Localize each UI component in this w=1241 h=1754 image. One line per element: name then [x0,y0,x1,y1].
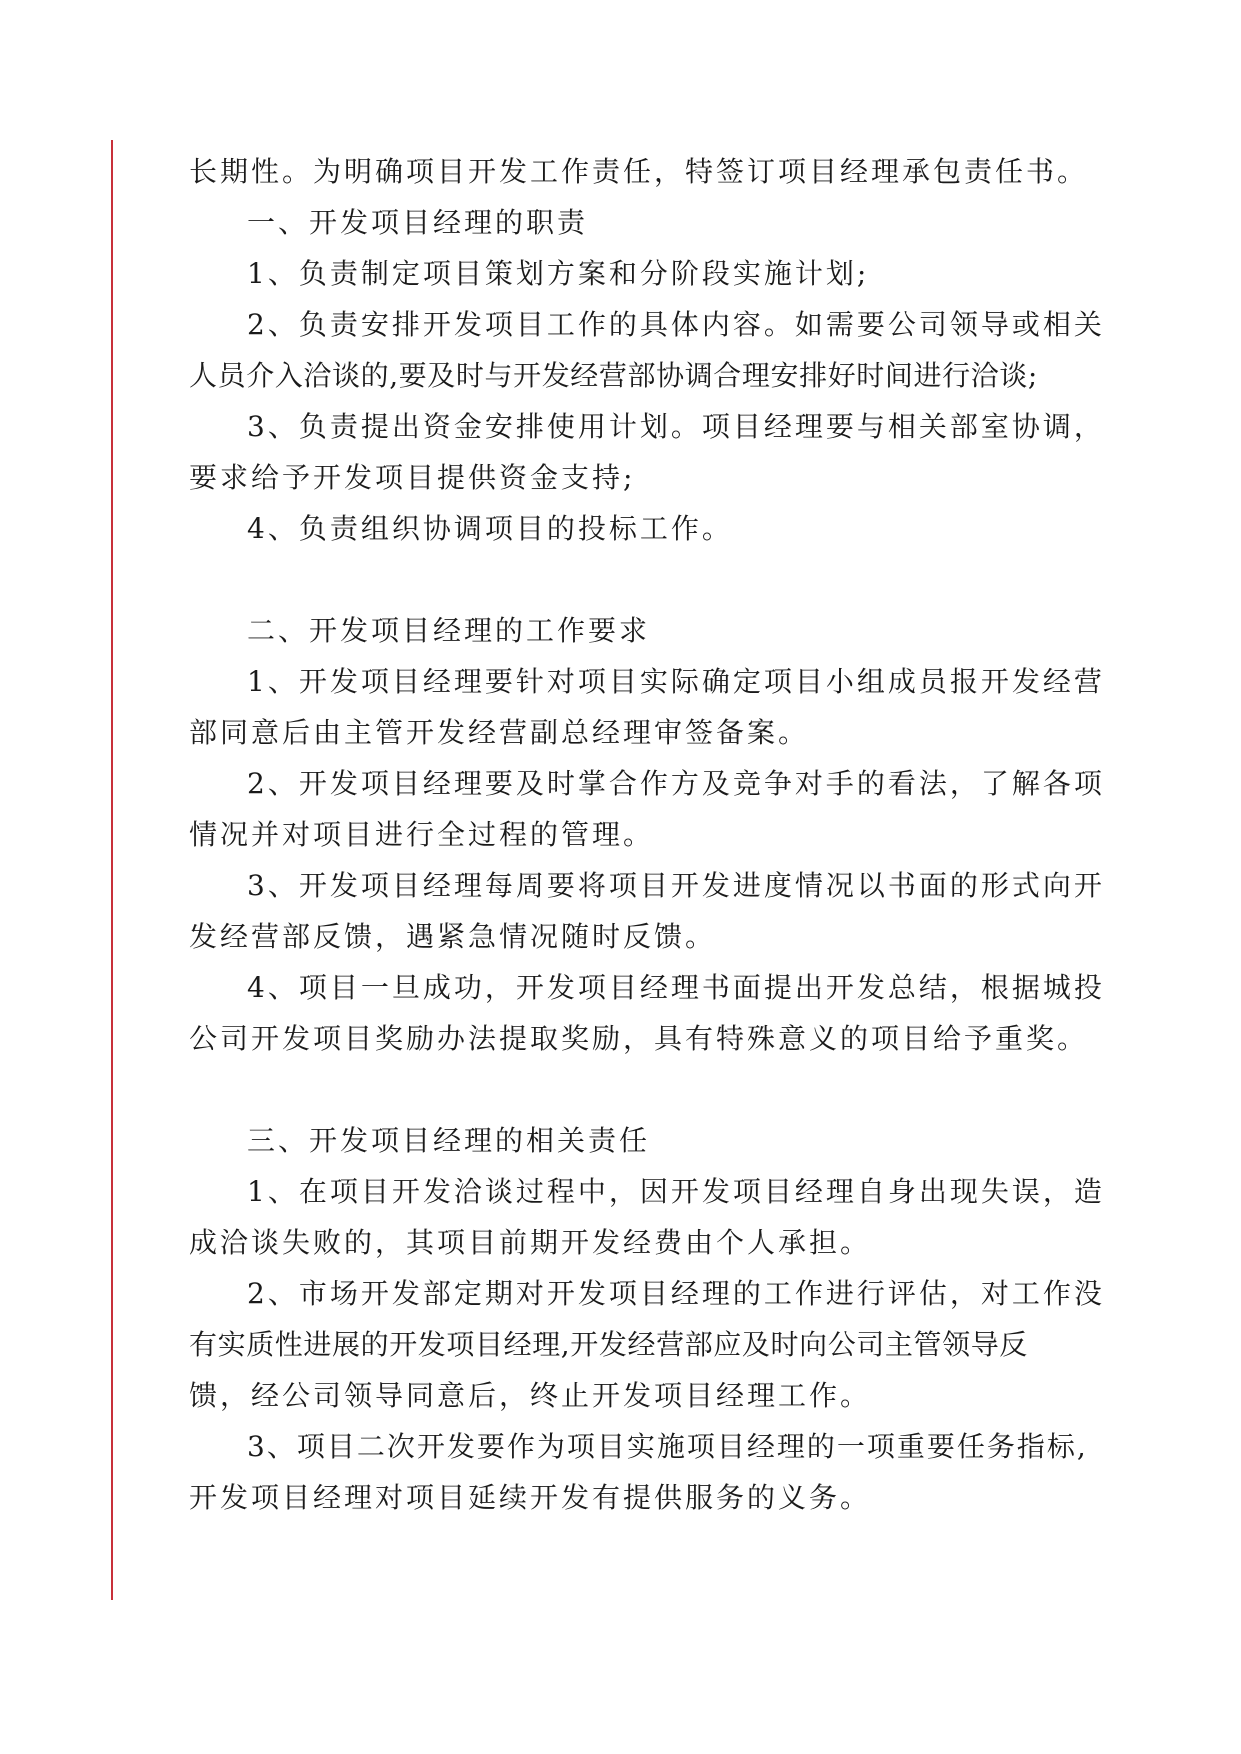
paragraph-line: 要求给予开发项目提供资金支持; [189,461,636,494]
section-heading-1: 一、开发项目经理的职责 [247,206,589,239]
paragraph-line: 2、负责安排开发项目工作的具体内容。如需要公司领导或相关 [247,308,1105,341]
paragraph-line: 馈，经公司领导同意后，终止开发项目经理工作。 [189,1379,872,1412]
paragraph-line: 公司开发项目奖励办法提取奖励，具有特殊意义的项目给予重奖。 [189,1022,1089,1055]
paragraph-line: 3、开发项目经理每周要将项目开发进度情况以书面的形式向开 [247,869,1105,902]
paragraph-line: 1、开发项目经理要针对项目实际确定项目小组成员报开发经营 [247,665,1105,698]
paragraph-line: 有实质性进展的开发项目经理,开发经营部应及时向公司主管领导反 [189,1328,1028,1361]
paragraph-line: 人员介入洽谈的,要及时与开发经营部协调合理安排好时间进行洽谈; [189,359,1038,392]
paragraph-line: 4、负责组织协调项目的投标工作。 [247,512,733,545]
section-gap [189,554,1049,605]
paragraph-line: 1、负责制定项目策划方案和分阶段实施计划; [247,257,870,290]
paragraph-line: 发经营部反馈，遇紧急情况随时反馈。 [189,920,717,953]
paragraph-line: 3、负责提出资金安排使用计划。项目经理要与相关部室协调， [247,410,1105,443]
paragraph-line: 成洽谈失败的，其项目前期开发经费由个人承担。 [189,1226,872,1259]
paragraph-line: 开发项目经理对项目延续开发有提供服务的义务。 [189,1481,872,1514]
section-heading-2: 二、开发项目经理的工作要求 [247,614,651,647]
paragraph-line: 长期性。为明确项目开发工作责任，特签订项目经理承包责任书。 [189,155,1089,188]
paragraph-line: 1、在项目开发洽谈过程中，因开发项目经理自身出现失误，造 [247,1175,1105,1208]
document-body [189,146,1105,1523]
paragraph-line: 3、项目二次开发要作为项目实施项目经理的一项重要任务指标, [247,1430,1088,1463]
paragraph-line: 2、市场开发部定期对开发项目经理的工作进行评估，对工作没 [247,1277,1105,1310]
paragraph-line: 2、开发项目经理要及时掌合作方及竞争对手的看法，了解各项 [247,767,1105,800]
paragraph-line: 情况并对项目进行全过程的管理。 [189,818,655,851]
section-heading-3: 三、开发项目经理的相关责任 [247,1124,651,1157]
margin-rule [111,140,113,1600]
paragraph-line: 4、项目一旦成功，开发项目经理书面提出开发总结，根据城投 [247,971,1105,1004]
section-gap [189,1064,1049,1115]
paragraph-line: 部同意后由主管开发经营副总经理审签备案。 [189,716,810,749]
